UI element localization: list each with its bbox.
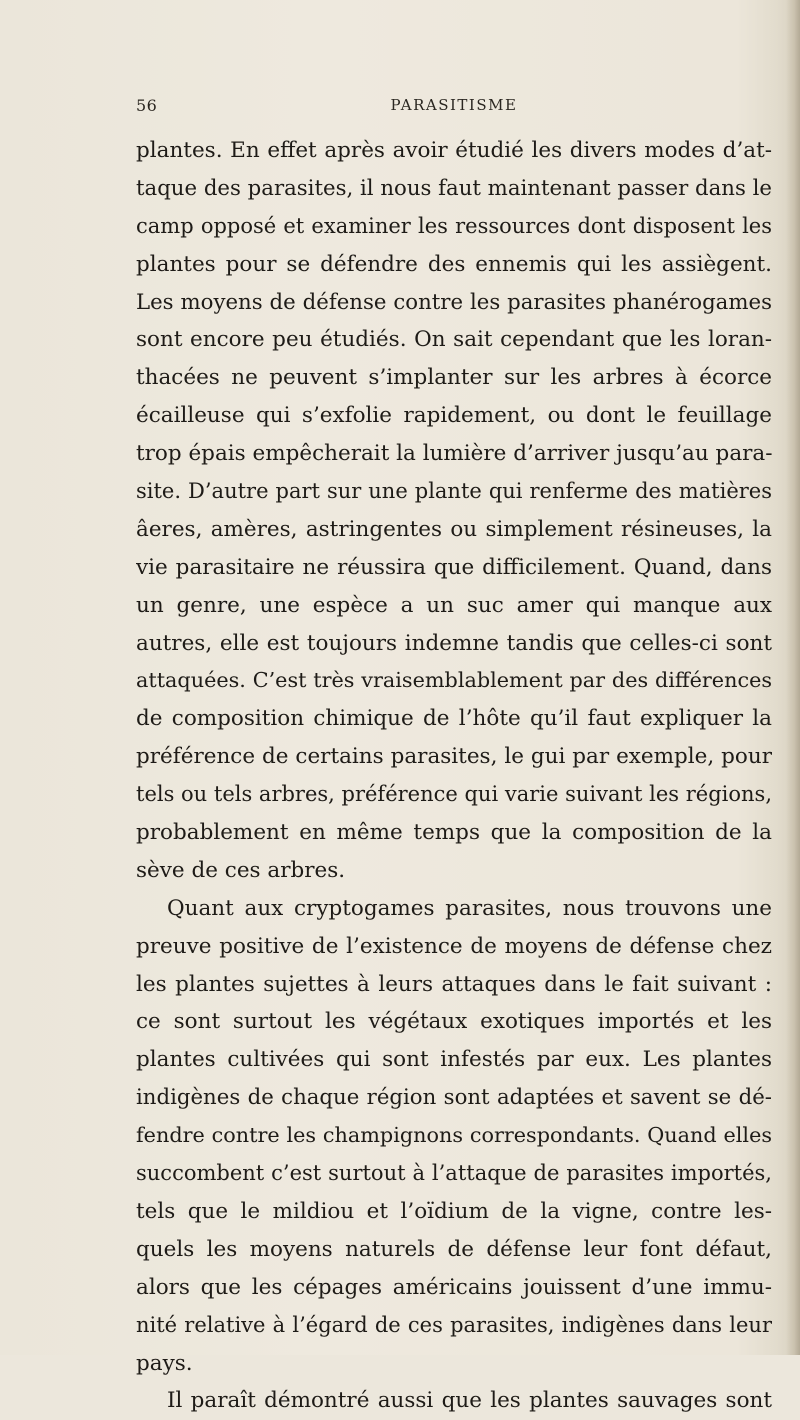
text-line: pays.: [136, 1350, 193, 1376]
text-line: plantes pour se défendre des ennemis qui les assiègent.: [136, 251, 772, 277]
text-line: tels que le mildiou et l’oïdium de la vigne, contre les-: [136, 1198, 772, 1224]
text-line: site. D’autre part sur une plante qui renferme des matières: [136, 479, 772, 504]
text-line: camp opposé et examiner les ressources dont disposent les: [136, 213, 772, 238]
text-line: thacées ne peuvent s’implanter sur les arbres à écorce: [136, 365, 772, 391]
page-number: 56: [136, 96, 158, 115]
text-line: trop épais empêcherait la lumière d’arriver jusqu’au para-: [136, 441, 772, 467]
text-line: attaquées. C’est très vraisemblablement par des différences: [136, 668, 772, 693]
page-header: [136, 96, 772, 120]
text-line: plantes. En effet après avoir étudié les divers modes d’at-: [136, 138, 772, 163]
text-line: écailleuse qui s’exfolie rapidement, ou dont le feuillage: [136, 403, 772, 429]
running-title: PARASITISME: [390, 96, 518, 114]
text-line: alors que les cépages américains jouissent d’une immu-: [136, 1274, 772, 1300]
text-line: taque des parasites, il nous faut maintenant passer dans le: [136, 175, 772, 201]
text-line: autres, elle est toujours indemne tandis que celles-ci sont: [136, 630, 772, 656]
text-line: Il paraît démontré aussi que les plantes sauvages sont: [167, 1388, 772, 1414]
text-line: les plantes sujettes à leurs attaques dans le fait suivant :: [136, 971, 772, 997]
text-line: préférence de certains parasites, le gui par exemple, pour: [136, 744, 772, 770]
text-line: sont encore peu étudiés. On sait cependant que les loran-: [136, 327, 772, 353]
text-line: vie parasitaire ne réussira que difficilement. Quand, dans: [136, 554, 772, 580]
text-line: sève de ces arbres.: [136, 857, 346, 883]
text-line: un genre, une espèce a un suc amer qui manque aux: [136, 592, 772, 618]
page-edge-shadow: [786, 0, 800, 1355]
text-line: quels les moyens naturels de défense leur font défaut,: [136, 1236, 772, 1262]
text-line: nité relative à l’égard de ces parasites, indigènes dans leur: [136, 1312, 772, 1337]
body-text: [136, 132, 772, 1420]
text-line: Quant aux cryptogames parasites, nous trouvons une: [167, 895, 772, 921]
text-line: de composition chimique de l’hôte qu’il faut expliquer la: [136, 706, 772, 732]
text-line: preuve positive de l’existence de moyens de défense chez: [136, 933, 772, 959]
text-line: fendre contre les champignons correspondants. Quand elles: [136, 1123, 772, 1148]
text-line: ce sont surtout les végétaux exotiques importés et les: [136, 1009, 772, 1035]
text-line: succombent c’est surtout à l’attaque de parasites importés,: [136, 1161, 772, 1186]
text-line: indigènes de chaque région sont adaptées et savent se dé-: [136, 1085, 772, 1111]
text-line: Les moyens de défense contre les parasites phanérogames: [136, 289, 772, 315]
text-line: tels ou tels arbres, préférence qui varie suivant les régions,: [136, 782, 772, 807]
text-line: âeres, amères, astringentes ou simplement résineuses, la: [136, 516, 772, 542]
text-line: plantes cultivées qui sont infestés par eux. Les plantes: [136, 1047, 772, 1073]
text-line: probablement en même temps que la composition de la: [136, 820, 772, 846]
